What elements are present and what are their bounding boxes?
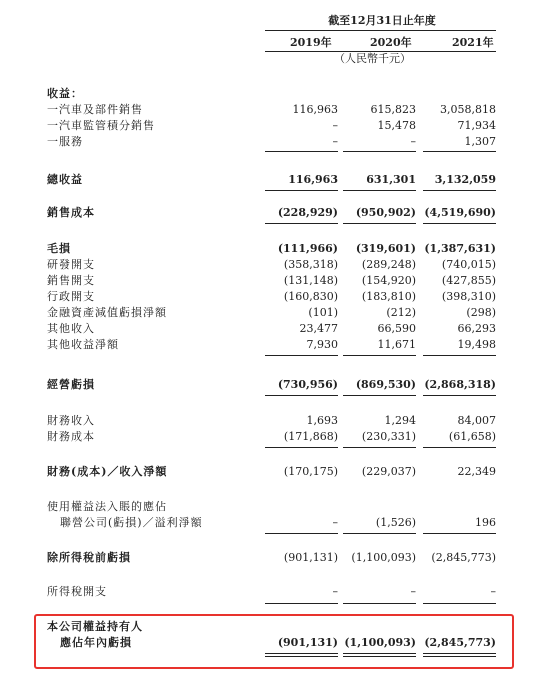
double-rule-bottom: [423, 656, 496, 657]
cell-2021: (4,519,690): [424, 206, 496, 219]
subtotal-rule: [265, 190, 338, 191]
cell-2019: (131,148): [283, 274, 338, 287]
cell-2019: 7,930: [306, 338, 338, 351]
double-rule-bottom: [265, 656, 338, 657]
cell-2020: 66,590: [377, 322, 416, 335]
row-label: 銷售開支: [47, 274, 95, 287]
subtotal-rule: [423, 151, 496, 152]
row-label: 銷售成本: [47, 206, 95, 219]
row-label: 經營虧損: [47, 378, 95, 391]
double-rule-top: [423, 653, 496, 654]
cell-2021: (2,845,773): [431, 551, 496, 564]
subtotal-rule: [343, 190, 416, 191]
subtotal-rule: [343, 355, 416, 356]
cell-2020: (289,248): [361, 258, 416, 271]
cell-2021: 3,132,059: [434, 173, 496, 186]
cell-2020: (869,530): [355, 378, 416, 391]
subtotal-rule: [423, 533, 496, 534]
row-label: 本公司權益持有人: [47, 620, 143, 633]
row-label: 所得稅開支: [47, 585, 107, 598]
cell-2020: 11,671: [377, 338, 416, 351]
cell-2019: (101): [308, 306, 338, 319]
cell-2019: –: [332, 516, 338, 529]
subtotal-rule: [265, 395, 338, 396]
cell-2019: (358,318): [283, 258, 338, 271]
cell-2020: (229,037): [361, 465, 416, 478]
cell-2019: (228,929): [277, 206, 338, 219]
cell-2020: (1,526): [375, 516, 416, 529]
cell-2020: –: [410, 135, 416, 148]
year-2021: 2021年: [452, 36, 494, 49]
subtotal-rule: [265, 223, 338, 224]
row-label: 金融資產減值虧損淨額: [47, 306, 167, 319]
row-label: 財務(成本)／收入淨額: [47, 465, 168, 478]
cell-2020: (950,902): [355, 206, 416, 219]
cell-2021: 19,498: [457, 338, 496, 351]
cell-2019: 1,693: [306, 414, 338, 427]
row-label: 一汽車監管積分銷售: [47, 119, 155, 132]
row-label: 收益：: [47, 87, 83, 100]
row-label: 財務收入: [47, 414, 95, 427]
subtotal-rule: [265, 447, 338, 448]
double-rule-bottom: [343, 656, 416, 657]
cell-2019: (111,966): [277, 242, 338, 255]
row-label: 其他收入: [47, 322, 95, 335]
cell-2021: 71,934: [457, 119, 496, 132]
subtotal-rule: [343, 151, 416, 152]
cell-2021: (740,015): [441, 258, 496, 271]
row-label: 一服務: [47, 135, 83, 148]
year-2020: 2020年: [370, 36, 412, 49]
row-label: 其他收益淨額: [47, 338, 119, 351]
subtotal-rule: [265, 533, 338, 534]
cell-2019: –: [332, 119, 338, 132]
cell-2020: (154,920): [361, 274, 416, 287]
subtotal-rule: [423, 395, 496, 396]
cell-2019: (901,131): [283, 551, 338, 564]
row-label: 行政開支: [47, 290, 95, 303]
cell-2019: (171,868): [283, 430, 338, 443]
cell-2020: 1,294: [384, 414, 416, 427]
row-label: 一汽車及部件銷售: [47, 103, 143, 116]
cell-2020: 15,478: [377, 119, 416, 132]
cell-2021: 196: [475, 516, 496, 529]
cell-2021: (2,868,318): [424, 378, 496, 391]
row-label: 總收益: [47, 173, 83, 186]
cell-2019: 116,963: [288, 173, 338, 186]
subtotal-rule: [265, 151, 338, 152]
cell-2020: (183,810): [361, 290, 416, 303]
row-label: 聯營公司(虧損)／溢利淨額: [60, 516, 203, 529]
cell-2019: 116,963: [292, 103, 338, 116]
cell-2021: 1,307: [464, 135, 496, 148]
cell-2020: (319,601): [355, 242, 416, 255]
cell-2019: (160,830): [283, 290, 338, 303]
unit-label: （人民幣千元）: [334, 52, 411, 65]
cell-2021: (61,658): [448, 430, 496, 443]
cell-2020: (1,100,093): [344, 636, 416, 649]
cell-2020: (230,331): [361, 430, 416, 443]
row-label: 應佔年內虧損: [60, 636, 132, 649]
cell-2021: (398,310): [441, 290, 496, 303]
double-rule-top: [265, 653, 338, 654]
cell-2019: (730,956): [277, 378, 338, 391]
row-label: 毛損: [47, 242, 71, 255]
cell-2021: 3,058,818: [440, 103, 496, 116]
row-label: 財務成本: [47, 430, 95, 443]
cell-2020: 631,301: [366, 173, 416, 186]
subtotal-rule: [423, 603, 496, 604]
period-heading: 截至12月31日止年度: [328, 14, 436, 27]
subtotal-rule: [423, 355, 496, 356]
cell-2020: 615,823: [370, 103, 416, 116]
subtotal-rule: [343, 603, 416, 604]
subtotal-rule: [423, 223, 496, 224]
row-label: 使用權益法入賬的應佔: [47, 500, 167, 513]
cell-2021: 66,293: [457, 322, 496, 335]
subtotal-rule: [423, 190, 496, 191]
double-rule-top: [343, 653, 416, 654]
subtotal-rule: [265, 355, 338, 356]
cell-2019: (170,175): [283, 465, 338, 478]
cell-2021: 22,349: [457, 465, 496, 478]
cell-2019: 23,477: [299, 322, 338, 335]
row-label: 除所得稅前虧損: [47, 551, 131, 564]
subtotal-rule: [343, 395, 416, 396]
cell-2021: (427,855): [441, 274, 496, 287]
subtotal-rule: [265, 603, 338, 604]
cell-2021: (298): [466, 306, 496, 319]
subtotal-rule: [423, 447, 496, 448]
subtotal-rule: [343, 447, 416, 448]
cell-2021: (2,845,773): [424, 636, 496, 649]
cell-2021: (1,387,631): [424, 242, 496, 255]
cell-2020: (1,100,093): [351, 551, 416, 564]
period-underline: [265, 30, 496, 31]
row-label: 研發開支: [47, 258, 95, 271]
cell-2021: –: [490, 585, 496, 598]
cell-2020: –: [410, 585, 416, 598]
year-2019: 2019年: [290, 36, 332, 49]
subtotal-rule: [343, 223, 416, 224]
cell-2019: –: [332, 585, 338, 598]
subtotal-rule: [343, 533, 416, 534]
cell-2021: 84,007: [457, 414, 496, 427]
cell-2019: –: [332, 135, 338, 148]
cell-2020: (212): [386, 306, 416, 319]
cell-2019: (901,131): [277, 636, 338, 649]
